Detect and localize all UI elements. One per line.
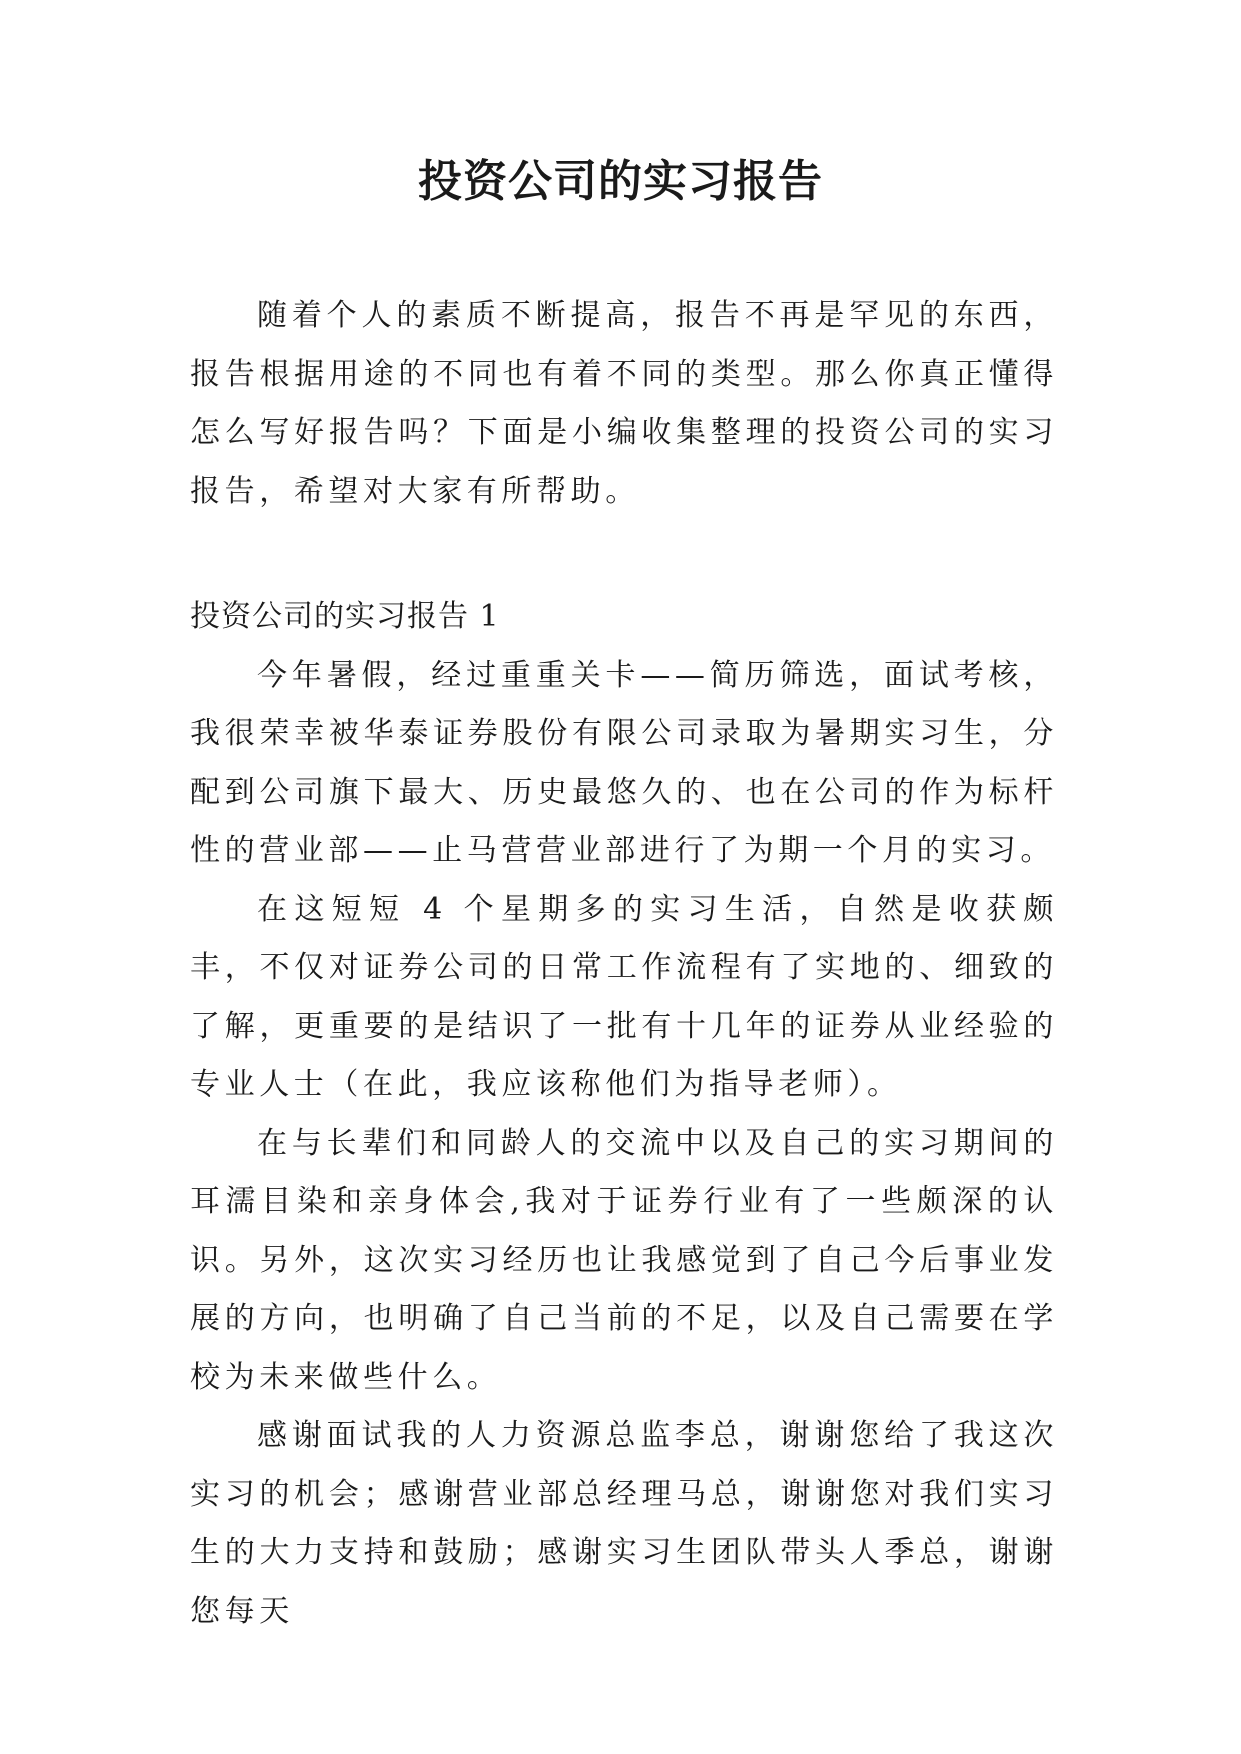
body-paragraph-3: 在与长辈们和同龄人的交流中以及自己的实习期间的耳濡目染和亲身体会,我对于证券行业有了一些颇深的认识。另外，这次实习经历也让我感觉到了自己今后事业发展的方向，也明确了自己当前的不足，以及自己需要在学校为未来做些什么。 [190, 1125, 1058, 1395]
paragraph-gap [190, 521, 1058, 588]
section-heading: 投资公司的实习报告 1 [190, 599, 500, 634]
body-paragraph-4: 感谢面试我的人力资源总监李总，谢谢您给了我这次实习的机会；感谢营业部总经理马总，谢谢您对我们实习生的大力支持和鼓励；感谢实习生团队带头人季总，谢谢您每天 [190, 1418, 1058, 1629]
document-body [190, 287, 1058, 1641]
document-title: 投资公司的实习报告 [418, 156, 823, 207]
intro-paragraph: 随着个人的素质不断提高，报告不再是罕见的东西，报告根据用途的不同也有着不同的类型。那么你真正懂得怎么写好报告吗？下面是小编收集整理的投资公司的实习报告，希望对大家有所帮助。 [190, 298, 1058, 509]
body-paragraph-1: 今年暑假，经过重重关卡——简历筛选，面试考核，我很荣幸被华泰证券股份有限公司录取为暑期实习生，分配到公司旗下最大、历史最悠久的、也在公司的作为标杆性的营业部——止马营营业部进行了为期一个月的实习。 [190, 657, 1058, 868]
body-paragraph-2: 在这短短 4 个星期多的实习生活，自然是收获颇丰，不仅对证券公司的日常工作流程有了实地的、细致的了解，更重要的是结识了一批有十几年的证券从业经验的专业人士（在此，我应该称他们为指导老师）。 [190, 891, 1058, 1102]
